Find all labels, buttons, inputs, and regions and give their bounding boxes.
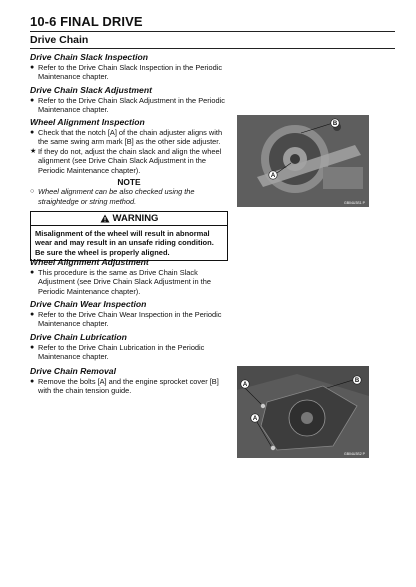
section-lubrication: [30, 332, 228, 362]
item-text: Refer to the Drive Chain Slack Inspection in the Periodic Maintenance chapter.: [38, 63, 223, 82]
item-text: Refer to the Drive Chain Wear Inspection in the Periodic Maintenance chapter.: [38, 310, 222, 329]
warning-text: Misalignment of the wheel will result in abnormal wear and may result in an unsafe riding condition. Be sure the wheel is properly aligned.: [35, 228, 214, 257]
section-slack-adjustment: [30, 85, 228, 115]
list-item: [30, 147, 228, 175]
note-body: [30, 187, 228, 206]
section-heading: Drive Chain Wear Inspection: [30, 299, 147, 309]
warning-title: WARNING: [112, 213, 159, 225]
section-alignment-inspection: [30, 117, 228, 261]
note-title: NOTE: [117, 177, 141, 188]
bullet-icon: ●: [30, 311, 35, 318]
section-slack-inspection: [30, 52, 228, 82]
section-heading: Wheel Alignment Inspection: [30, 117, 145, 127]
section-heading: Drive Chain Removal: [30, 366, 116, 376]
warning-triangle-icon: [100, 214, 110, 223]
item-text: Refer to the Drive Chain Slack Adjustment in the Periodic Maintenance chapter.: [38, 96, 225, 115]
page-title: 10-6 FINAL DRIVE: [30, 14, 143, 29]
section-heading: Wheel Alignment Adjustment: [30, 257, 149, 267]
figure-sprocket-cover: [237, 366, 369, 458]
figure-chain-adjuster: [237, 115, 369, 207]
section-rule: [30, 48, 395, 49]
callout-a: A: [242, 382, 248, 389]
item-text: Check that the notch [A] of the chain adjuster aligns with the same swing arm mark [B] as the other side adjuster.: [38, 128, 223, 147]
list-item: [30, 128, 228, 147]
note-text: Wheel alignment can be also checked using the straightedge or string method.: [38, 187, 195, 206]
callout-a: A: [270, 173, 276, 180]
bullet-icon: ●: [30, 269, 35, 276]
warning-header: [31, 212, 227, 225]
sprocket-cover-photo: [237, 366, 369, 458]
bullet-icon: ●: [30, 97, 35, 104]
list-item: [30, 343, 228, 362]
bullet-icon: ●: [30, 344, 35, 351]
chain-adjuster-photo: [237, 115, 369, 207]
figure-code: GB04U3S2 P: [343, 452, 365, 456]
section-removal: [30, 366, 228, 396]
page-header: [30, 14, 395, 49]
list-item: [30, 63, 228, 82]
bullet-icon: ●: [30, 129, 35, 136]
section-heading: Drive Chain Slack Inspection: [30, 52, 148, 62]
section-alignment-adjustment: [30, 257, 228, 296]
section-heading: Drive Chain Slack Adjustment: [30, 85, 152, 95]
list-item: [30, 310, 228, 329]
bullet-icon: ●: [30, 378, 35, 385]
circle-icon: ○: [30, 188, 35, 196]
section-heading: Drive Chain Lubrication: [30, 332, 127, 342]
section-title: Drive Chain: [30, 34, 89, 46]
item-text: If they do not, adjust the chain slack and align the wheel alignment (see Drive Chain Slack Adjustment in the Periodic Maintenance chapter).: [38, 146, 222, 175]
callout-a: A: [252, 416, 258, 423]
list-item: [30, 377, 228, 396]
item-text: Remove the bolts [A] and the engine sprocket cover [B] with the chain tension guide.: [38, 377, 219, 396]
section-wear-inspection: [30, 299, 228, 329]
star-icon: ★: [30, 147, 37, 155]
list-item: [30, 268, 228, 296]
list-item: [30, 96, 228, 115]
item-text: Refer to the Drive Chain Lubrication in the Periodic Maintenance chapter.: [38, 343, 205, 362]
header-rule: [30, 31, 395, 32]
item-text: This procedure is the same as Drive Chain Slack Adjustment (see Drive Chain Slack Adjustment in the Periodic Maintenance chapter).: [38, 268, 211, 296]
callout-b: B: [354, 378, 360, 385]
figure-code: GB04U3S1 P: [343, 201, 365, 205]
bullet-icon: ●: [30, 64, 35, 71]
warning-box: [30, 211, 228, 261]
callout-b: B: [332, 121, 338, 128]
